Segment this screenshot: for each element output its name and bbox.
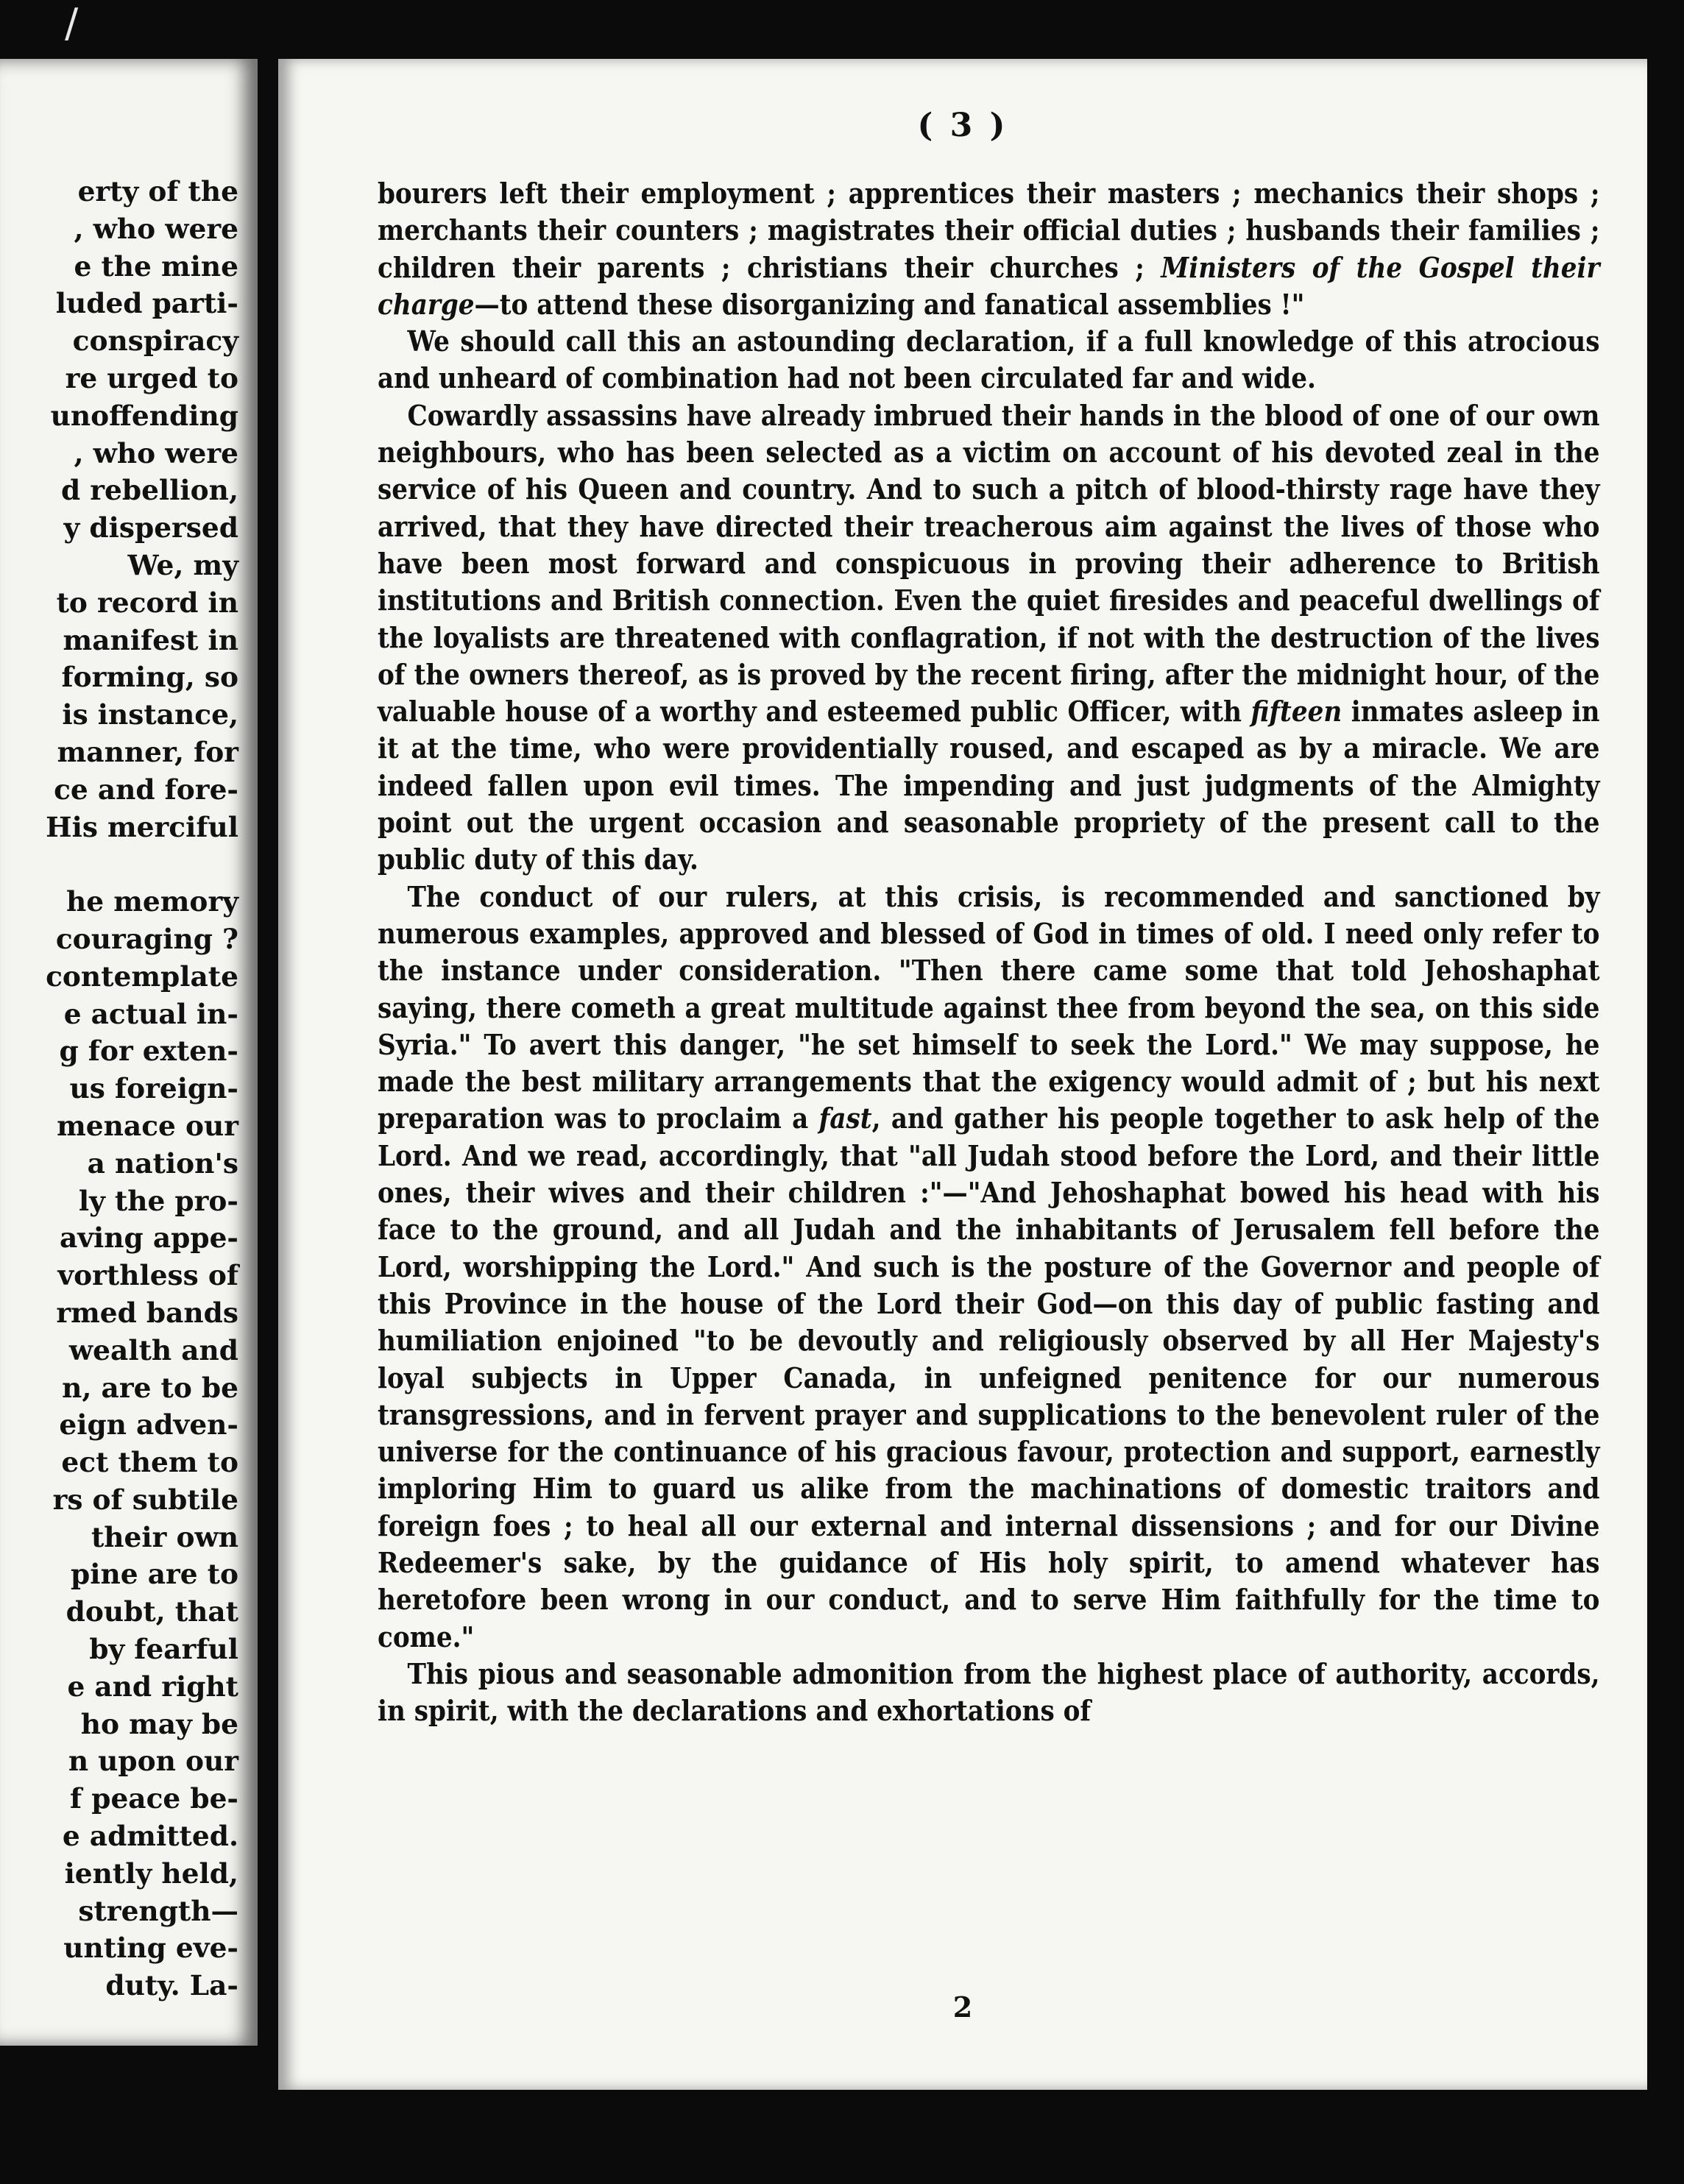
paragraph-3: Cowardly assassins have already imbrued their hands in the blood of one of our own neighbours, who has been selected as a victim on account of his devoted zeal in the service of his Queen and country. And to such a pitch of blood-thirsty rage have they arrived, that they have directed their treacherous aim against the lives of those who have been most forward and conspicuous in proving their adherence to British institutions and British connection. Even the quiet firesides and peaceful dwellings of the loyalists are threatened with conflagration, if not with the destruction of the lives of the owners thereof, as is proved by the recent firing, after the midnight hour, of the valuable house of a worthy and esteemed public Officer, with fifteen inmates asleep in it at the time, who were providentially roused, and escaped as by a miracle. We are indeed fallen upon evil times. The impending and just judgments of the Almighty point out the urgent occasion and seasonable propriety of the present call to the public duty of this day. (378, 398, 1600, 876)
left-page-line: unoffending (50, 399, 238, 432)
left-page-line: d rebellion, (60, 474, 238, 507)
left-page-line: ly the pro- (78, 1184, 238, 1217)
left-page-line: menace our (57, 1109, 238, 1142)
left-page-line: luded parti- (55, 287, 238, 320)
left-page-line: a nation's (87, 1146, 238, 1180)
left-page-line: manifest in (63, 623, 238, 656)
left-page-line: e the mine (74, 249, 238, 283)
left-page-line: n, are to be (62, 1371, 238, 1404)
left-page-line: manner, for (57, 735, 238, 768)
left-page-line: duty. La- (105, 1969, 238, 2002)
left-page-line: he memory (66, 885, 238, 918)
paragraph-1: bourers left their employment ; apprentices their masters ; mechanics their shops ; merchants their counters ; magistrates their official duties ; husbands their families ; children their parents ; christians their churches ; Ministers of the Gospel their charge—to attend these disorganizing and fanatical assemblies !" (378, 177, 1600, 321)
italic-word: fifteen (1250, 695, 1342, 728)
left-page-line: His merciful (46, 810, 238, 843)
paragraph-4: The conduct of our rulers, at this crisis, is recommended and sanctioned by numerous examples, approved and blessed of God in times of old. I need only refer to the instance under consideration. "Then there came some that told Jehoshaphat saying, there cometh a great multitude against thee from beyond the sea, on this side Syria." To avert this danger, "he set himself to seek the Lord." We may suppose, he made the best military arrangements that the exigency would admit of ; but his next preparation was to proclaim a fast, and gather his people together to ask help of the Lord. And we read, accordingly, that "all Judah stood before the Lord, and their little ones, their wives and their children :"—"And Jehoshaphat bowed his head with his face to the ground, and all Judah and the inhabitants of Jerusalem fell before the Lord, worshipping the Lord." And such is the posture of the Governor and people of this Province in the house of the Lord their God—on this day of public fasting and humiliation enjoined "to be devoutly and religiously observed by all Her Majesty's loyal subjects in Upper Canada, in unfeigned penitence for our numerous transgressions, and in fervent prayer and supplications to the benevolent ruler of the universe for the continuance of his gracious favour, protection and support, earnestly imploring Him to guard us alike from the machinations of domestic traitors and foreign foes ; to heal all our external and internal dissensions ; and for our Divine Redeemer's sake, by the guidance of His holy spirit, to amend whatever has heretofore been wrong in our conduct, and to serve Him faithfully for the time to come." (378, 879, 1600, 1653)
left-page-line: n upon our (68, 1745, 238, 1778)
left-page-line: iently held, (64, 1857, 238, 1890)
left-page-line: unting eve- (63, 1932, 238, 1965)
left-page-line: erty of the (77, 175, 238, 208)
left-page-line: y dispersed (63, 511, 238, 545)
signature-mark: 2 (952, 1990, 973, 2024)
left-page-line: to record in (56, 586, 238, 619)
left-page-line: ho may be (80, 1707, 238, 1740)
scan-tick-mark: / (65, 0, 79, 46)
left-page-line: us foreign- (69, 1072, 238, 1105)
left-page-fragment (0, 59, 258, 2046)
italic-word: fast (818, 1102, 872, 1135)
left-page-line: re urged to (65, 361, 238, 394)
italic-phrase: Ministers of the Gospel their charge (378, 250, 1600, 321)
left-page-line: f peace be- (70, 1782, 238, 1815)
paragraph-5: This pious and seasonable admonition from the highest place of authority, accords, in spirit, with the declarations and exhortations of (378, 1656, 1600, 1728)
left-page-line: their own (91, 1520, 238, 1553)
left-page-line: , who were (74, 436, 238, 469)
left-page-line: ce and fore- (54, 773, 238, 806)
left-page-line: by fearful (89, 1633, 238, 1666)
left-page-line: e and right (67, 1670, 238, 1703)
left-page-text (0, 173, 238, 2004)
left-page-line: rs of subtile (52, 1483, 238, 1516)
left-page-line: ect them to (61, 1446, 238, 1479)
left-page-line: forming, so (61, 661, 238, 694)
left-page-line: , who were (74, 212, 238, 245)
left-page-line: strength— (78, 1894, 238, 1927)
paragraph-2: We should call this an astounding declaration, if a full knowledge of this atrocious and unheard of combination had not been circulated far and wide. (378, 325, 1600, 395)
left-page-line: pine are to (71, 1558, 238, 1591)
page-body (378, 175, 1600, 1729)
left-page-line: aving appe- (59, 1222, 238, 1255)
left-page-line: couraging ? (55, 922, 238, 955)
left-page-line: We, my (127, 548, 238, 581)
left-page-line: wealth and (68, 1333, 238, 1366)
left-page-line: doubt, that (66, 1595, 238, 1628)
left-page-line: is instance, (62, 698, 238, 731)
page-number: ( 3 ) (917, 107, 1008, 144)
right-page (278, 59, 1647, 2090)
left-page-line: e actual in- (63, 997, 238, 1030)
left-page-line: vorthless of (57, 1259, 238, 1292)
left-page-line: rmed bands (56, 1296, 238, 1329)
left-page-line: conspiracy (72, 325, 238, 358)
left-page-line: eign adven- (59, 1408, 238, 1442)
left-page-line: g for exten- (59, 1035, 238, 1068)
left-page-line: contemplate (46, 960, 238, 993)
left-page-line: e admitted. (62, 1820, 238, 1853)
left-page-line (0, 845, 238, 883)
